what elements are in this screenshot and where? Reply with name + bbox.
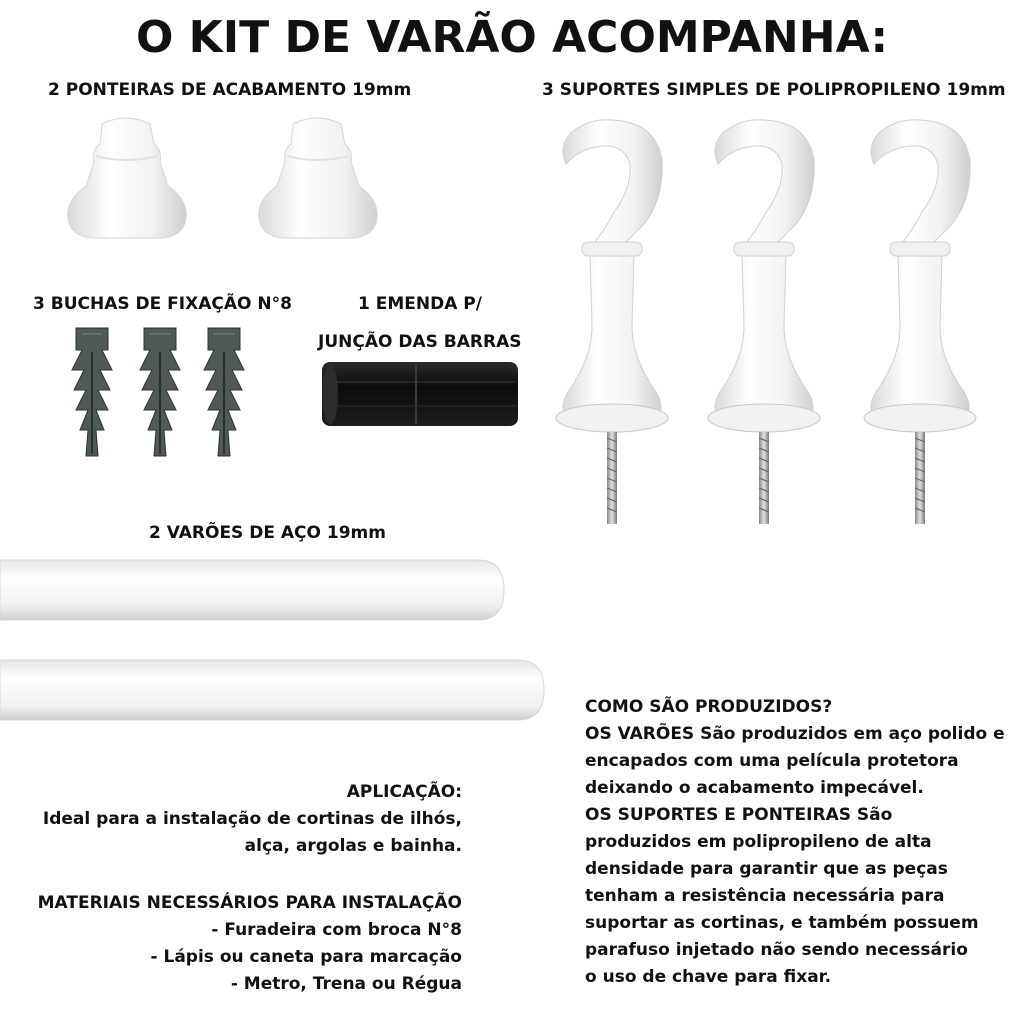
producao-line: produzidos em polipropileno de alta bbox=[585, 832, 932, 852]
producao-line: tenham a resistência necessária para bbox=[585, 886, 945, 906]
label-emenda-line2: JUNÇÃO DAS BARRAS bbox=[318, 332, 522, 352]
producao-heading: COMO SÃO PRODUZIDOS? bbox=[585, 697, 833, 717]
aplicacao-line: alça, argolas e bainha. bbox=[244, 836, 462, 856]
label-emenda-line1: 1 EMENDA P/ bbox=[358, 294, 482, 314]
producao-block bbox=[585, 694, 1015, 991]
label-varoes: 2 VARÕES DE AÇO 19mm bbox=[149, 523, 386, 543]
connector-image bbox=[320, 360, 520, 428]
label-buchas: 3 BUCHAS DE FIXAÇÃO N°8 bbox=[33, 294, 292, 314]
label-ponteiras: 2 PONTEIRAS DE ACABAMENTO 19mm bbox=[48, 80, 412, 100]
producao-line: encapados com uma película protetora bbox=[585, 751, 959, 771]
producao-line: suportar as cortinas, e também possuem bbox=[585, 913, 979, 933]
rod-image-1 bbox=[0, 556, 506, 626]
materiais-item: - Lápis ou caneta para marcação bbox=[150, 947, 462, 967]
producao-line: parafuso injetado não sendo necessário bbox=[585, 940, 968, 960]
aplicacao-block bbox=[20, 779, 462, 860]
producao-line: OS SUPORTES E PONTEIRAS São bbox=[585, 805, 893, 825]
wall-plug-image-3 bbox=[200, 326, 248, 460]
rod-image-2 bbox=[0, 656, 548, 726]
producao-line: deixando o acabamento impecável. bbox=[585, 778, 924, 798]
producao-line: o uso de chave para fixar. bbox=[585, 967, 832, 987]
producao-line: densidade para garantir que as peças bbox=[585, 859, 948, 879]
aplicacao-heading: APLICAÇÃO: bbox=[346, 782, 462, 802]
page-title: O KIT DE VARÃO ACOMPANHA: bbox=[135, 12, 889, 63]
bracket-image-3 bbox=[860, 116, 980, 528]
materiais-heading: MATERIAIS NECESSÁRIOS PARA INSTALAÇÃO bbox=[37, 893, 462, 913]
wall-plug-image-1 bbox=[68, 326, 116, 460]
bracket-image-1 bbox=[552, 116, 672, 528]
end-cap-image-1 bbox=[62, 116, 192, 242]
wall-plug-image-2 bbox=[136, 326, 184, 460]
bracket-image-2 bbox=[704, 116, 824, 528]
label-suportes: 3 SUPORTES SIMPLES DE POLIPROPILENO 19mm bbox=[542, 80, 1006, 100]
materiais-block bbox=[14, 890, 462, 998]
aplicacao-line: Ideal para a instalação de cortinas de ilhós, bbox=[42, 809, 462, 829]
producao-line: OS VARÕES São produzidos em aço polido e bbox=[585, 724, 1005, 744]
materiais-item: - Furadeira com broca N°8 bbox=[211, 920, 462, 940]
end-cap-image-2 bbox=[253, 116, 383, 242]
materiais-item: - Metro, Trena ou Régua bbox=[230, 974, 462, 994]
